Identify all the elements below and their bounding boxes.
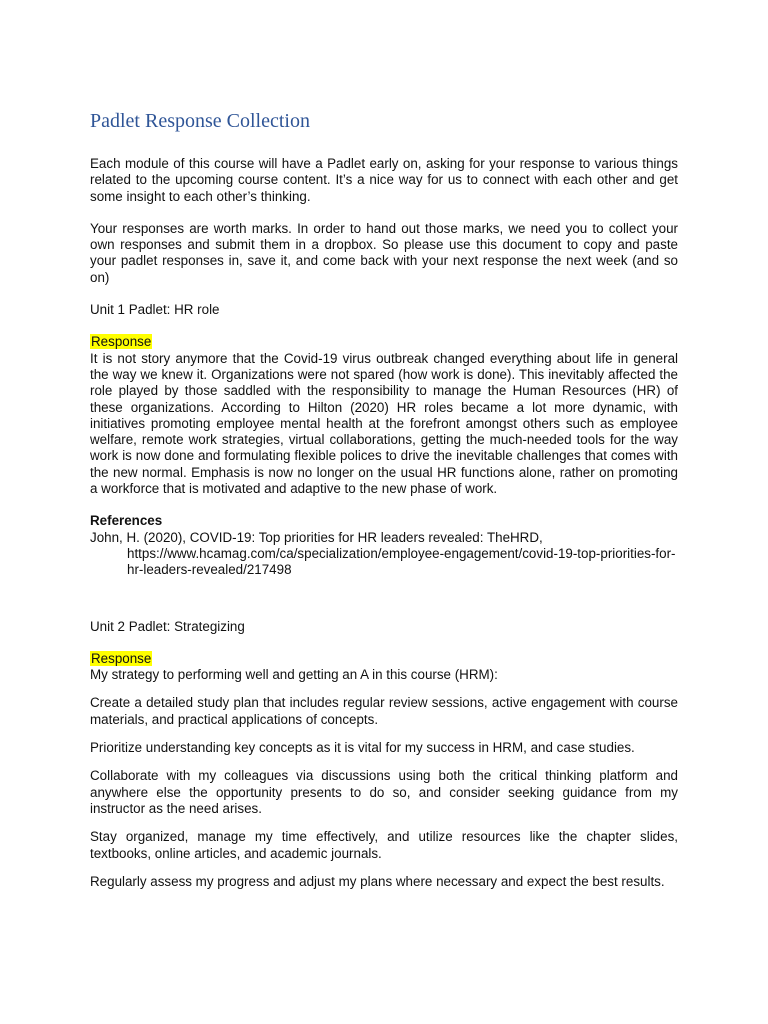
unit-1-response-label-line <box>90 334 678 350</box>
strategy-point-2: Prioritize understanding key concepts as it is vital for my success in HRM, and case studies. <box>90 740 635 756</box>
marks-paragraph: Your responses are worth marks. In order to hand out those marks, we need you to collect your own responses and submit them in a dropbox. So please use this document to copy and paste your padlet responses in, save it, and come back with your next response the next week (and so on) <box>90 220 678 285</box>
unit-2-heading: Unit 2 Padlet: Strategizing <box>90 618 245 634</box>
strategy-point-1: Create a detailed study plan that includes regular review sessions, active engagement with course materials, and practical applications of concepts. <box>90 695 678 727</box>
unit-2-response-label-line <box>90 651 678 667</box>
document-body <box>90 108 678 890</box>
unit-1-response-label: Response <box>91 334 152 350</box>
strategy-point-5: Regularly assess my progress and adjust my plans where necessary and expect the best results. <box>90 873 665 889</box>
unit-1-heading: Unit 1 Padlet: HR role <box>90 302 220 318</box>
unit-1-response-text: It is not story anymore that the Covid-19 virus outbreak changed everything about life in general the way we knew it. Organizations were not spared (how work is done). This inevitably affected the role played by those saddled with the responsibility to manage the Human Resources (HR) of these organizations. According to Hilton (2020) HR roles became a lot more dynamic, with initiatives promoting employee mental health at the forefront amongst others such as employee welfare, remote work strategies, virtual collaborations, getting the much-needed tools for the way work is now done and formulating flexible polices to drive the inevitable challenges that comes with the new normal. Emphasis is now no longer on the usual HR functions alone, rather on promoting a workforce that is motivated and adaptive to the new phase of work. <box>90 350 678 497</box>
strategy-point-4: Stay organized, manage my time effectively, and utilize resources like the chapter slides, textbooks, online articles, and academic journals. <box>90 829 678 861</box>
unit-2-response-label: Response <box>91 650 152 666</box>
unit-2-intro-line: My strategy to performing well and getting an A in this course (HRM): <box>90 667 498 683</box>
strategy-point-3: Collaborate with my colleagues via discussions using both the critical thinking platform and anywhere else the opportunity presents to do so, and consider seeking guidance from my instructor as the need arises. <box>90 768 678 816</box>
reference-entry: John, H. (2020), COVID-19: Top priorities for HR leaders revealed: TheHRD, https://www.hcamag.com/ca/specialization/employee-engagement/covid-19-top-priorities-for-hr-leaders-revealed/217498 <box>90 529 676 578</box>
references-heading: References <box>90 513 163 529</box>
document-title: Padlet Response Collection <box>90 110 310 132</box>
intro-paragraph: Each module of this course will have a Padlet early on, asking for your response to various things related to the upcoming course content. It’s a nice way for us to connect with each other and get some insight to each other’s thinking. <box>90 156 678 204</box>
